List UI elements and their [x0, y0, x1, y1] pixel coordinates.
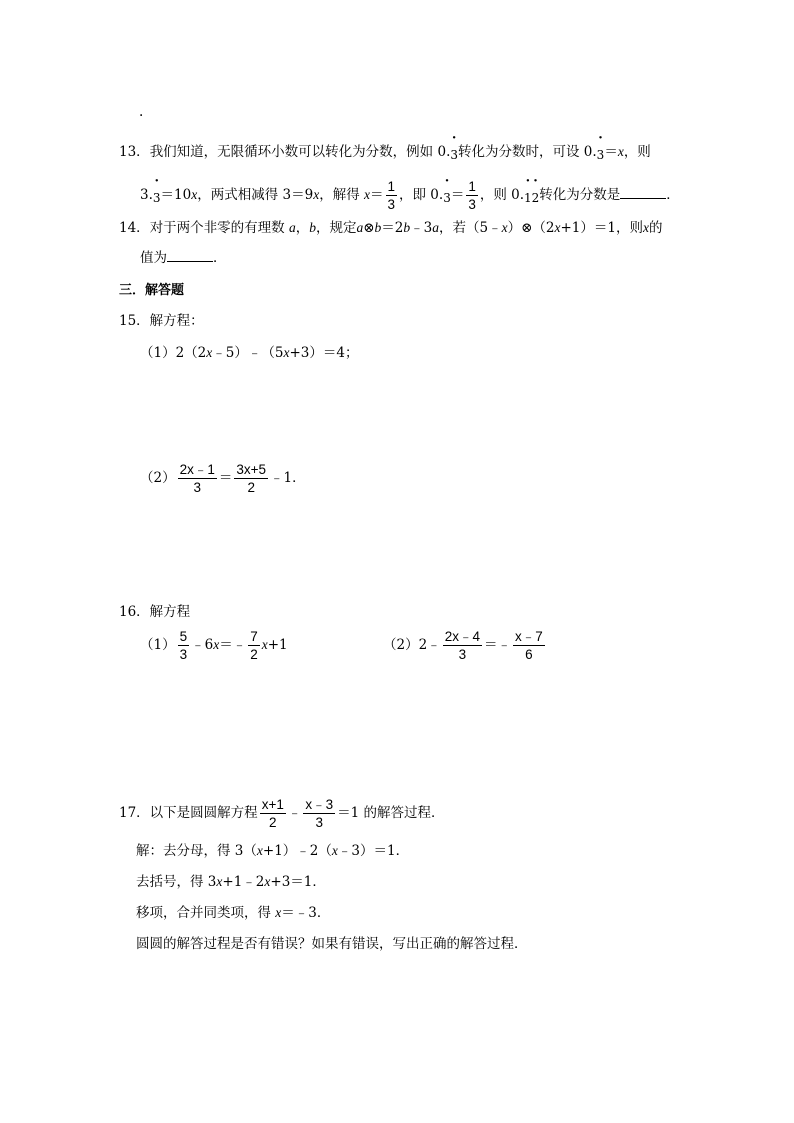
q14-line1: 14．对于两个非零的有理数 a，b，规定a⊗b＝2b﹣3a，若（5﹣x）⊗（2x+1）＝1，则x的: [119, 220, 663, 236]
q16-title: 16．解方程: [119, 604, 191, 620]
fraction: $\frac{2x﹣1}{3}$: [179, 462, 215, 495]
fraction: $\frac{1}{3}$: [468, 179, 476, 212]
repeating-digit: · 2: [531, 174, 540, 205]
q14-number: 14．: [119, 220, 150, 236]
fraction: $\frac{5}{3}$: [179, 629, 188, 662]
fraction: $\frac{x﹣3}{3}$: [305, 797, 334, 830]
q13-number: 13．: [119, 144, 150, 160]
answer-blank[interactable]: [620, 186, 666, 199]
q15-part1: （1）2（2x﹣5）﹣（5x+3）＝4；: [140, 345, 359, 361]
fraction: $\frac{x+1}{2}$: [261, 797, 284, 830]
repeating-digit: · 3: [443, 174, 451, 205]
repeating-digit: · 3: [596, 131, 605, 162]
fraction: $\frac{x﹣7}{6}$: [514, 629, 543, 662]
q13-line2: 3. · 3＝10x，两式相减得 3＝9x，解得 x＝ $\frac{1}{3}$ ，即 0. · 3＝ $\frac{1}{3}$ ，则 0. · 1 · 2转化为分数是 ．: [140, 174, 680, 212]
section-heading: 三．解答题: [119, 283, 185, 298]
repeating-digit: · 3: [152, 174, 161, 205]
q17-step3: 移项，合并同类项，得 x＝﹣3．: [136, 905, 331, 921]
fraction: $\frac{3x+5}{2}$: [236, 462, 267, 495]
q17-step1: 解：去分母，得 3（x+1）﹣2（x﹣3）＝1．: [136, 843, 410, 859]
top-dot: .: [139, 104, 144, 120]
q15-title: 15．解方程：: [119, 313, 204, 329]
q16-part1: （1） $\frac{5}{3}$ ﹣6x＝﹣ $\frac{7}{2}$ x+1: [140, 629, 288, 662]
fraction: $\frac{7}{2}$: [250, 629, 258, 662]
q17-title: 17．以下是圆圆解方程 $\frac{x+1}{2}$ ﹣ $\frac{x﹣3}{3}$ ＝1 的解答过程．: [119, 797, 445, 830]
q13-line1: 13．我们知道，无限循环小数可以转化为分数，例如 0. · 3转化为分数时，可设 0. · 3＝x，则: [119, 131, 651, 162]
q14-line2: 值为 ．: [140, 250, 227, 266]
answer-blank[interactable]: [167, 249, 213, 262]
q16-part2: （2）2﹣ $\frac{2x﹣4}{3}$ ＝﹣ $\frac{x﹣7}{6}$: [383, 629, 543, 662]
fraction: $\frac{2x﹣4}{3}$: [444, 629, 480, 662]
q17-step2: 去括号，得 3x+1﹣2x+3＝1．: [136, 874, 326, 890]
fraction: $\frac{1}{3}$: [387, 179, 396, 212]
q13-text: 我们知道，无限循环小数可以转化为分数，例如 0.: [149, 144, 451, 160]
repeating-digit: · 3: [450, 131, 458, 162]
repeating-digit: · 1: [524, 174, 532, 205]
q15-part2: （2） $\frac{2x﹣1}{3}$ ＝ $\frac{3x+5}{2}$ ﹣1．: [140, 462, 306, 495]
q17-question: 圆圆的解答过程是否有错误？如果有错误，写出正确的解答过程．: [136, 936, 528, 952]
